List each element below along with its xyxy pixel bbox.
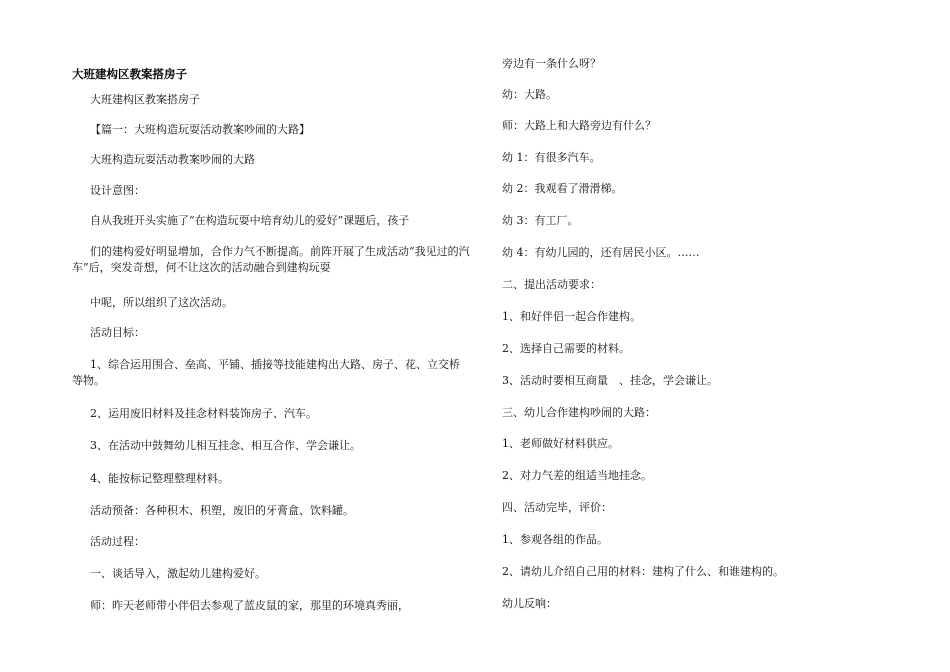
right-column xyxy=(502,0,922,672)
design-intent-heading: 设计意图： xyxy=(90,184,145,197)
process-step-heading: 二、提出活动要求： xyxy=(502,278,601,291)
evaluation-item: 2、请幼儿介绍自己用的材料：建构了什么、和谁建构的。 xyxy=(502,565,784,578)
response-heading: 幼儿反响： xyxy=(502,597,557,610)
dialogue-line: 幼 2：我观看了滑滑梯。 xyxy=(502,182,623,195)
body-paragraph-line: 们的建构爱好明显增加，合作力气不断提高。前阵开展了生成活动“我见过的汽车”后，突发奇想，何不让这次的活动融合到建构玩耍 xyxy=(72,245,470,274)
chapter-heading: 【篇一：大班构造玩耍活动教案吵闹的大路】 xyxy=(90,123,310,136)
dialogue-line: 旁边有一条什么呀？ xyxy=(502,57,601,70)
process-step-heading: 一、谈话导入，激起幼儿建构爱好。 xyxy=(90,567,266,580)
activity-prep-line: 活动预备：各种积木、积塑，废旧的牙膏盒、饮料罐。 xyxy=(90,504,354,517)
requirement-item: 1、和好伴侣一起合作建构。 xyxy=(502,310,641,323)
activity-process-heading: 活动过程： xyxy=(90,535,145,548)
left-column xyxy=(72,0,470,672)
lesson-title-line: 大班构造玩耍活动教案吵闹的大路 xyxy=(90,153,255,166)
goal-item: 1、综合运用围合、垒高、平铺、插接等技能建构出大路、房子、花、立交桥等物。 xyxy=(72,358,460,387)
document-title: 大班建构区教案搭房子 xyxy=(72,67,187,81)
process-step-heading: 三、幼儿合作建构吵闹的大路： xyxy=(502,406,656,419)
process-item: 2、对力气差的组适当地挂念。 xyxy=(502,469,652,482)
dialogue-line: 幼 3：有工厂。 xyxy=(502,214,579,227)
requirement-item: 3、活动时要相互商量 、挂念，学会谦让。 xyxy=(502,374,718,387)
subtitle-line: 大班建构区教案搭房子 xyxy=(90,93,200,106)
body-paragraph-line: 中呢，所以组织了这次活动。 xyxy=(90,296,233,309)
dialogue-line: 幼：大路。 xyxy=(502,88,557,101)
body-paragraph-line: 自从我班开头实施了“在构造玩耍中培育幼儿的爱好”课题后，孩子 xyxy=(90,214,410,227)
dialogue-line: 师：大路上和大路旁边有什么？ xyxy=(502,119,656,132)
goal-item: 4、能按标记整理整理材料。 xyxy=(90,472,229,485)
dialogue-line: 幼 4：有幼儿园的，还有居民小区。…… xyxy=(502,246,700,259)
activity-goal-heading: 活动目标： xyxy=(90,326,145,339)
requirement-item: 2、选择自己需要的材料。 xyxy=(502,342,630,355)
dialogue-line: 幼 1：有很多汽车。 xyxy=(502,151,601,164)
goal-item: 3、在活动中鼓舞幼儿相互挂念、相互合作、学会谦让。 xyxy=(90,439,361,452)
process-item: 1、老师做好材料供应。 xyxy=(502,437,619,450)
dialogue-line: 师：昨天老师带小伴侣去参观了蓝皮鼠的家，那里的环境真秀丽， xyxy=(90,599,409,612)
goal-item: 2、运用废旧材料及挂念材料装饰房子、汽车。 xyxy=(90,407,317,420)
process-step-heading: 四、活动完毕，评价： xyxy=(502,501,612,514)
evaluation-item: 1、参观各组的作品。 xyxy=(502,533,608,546)
